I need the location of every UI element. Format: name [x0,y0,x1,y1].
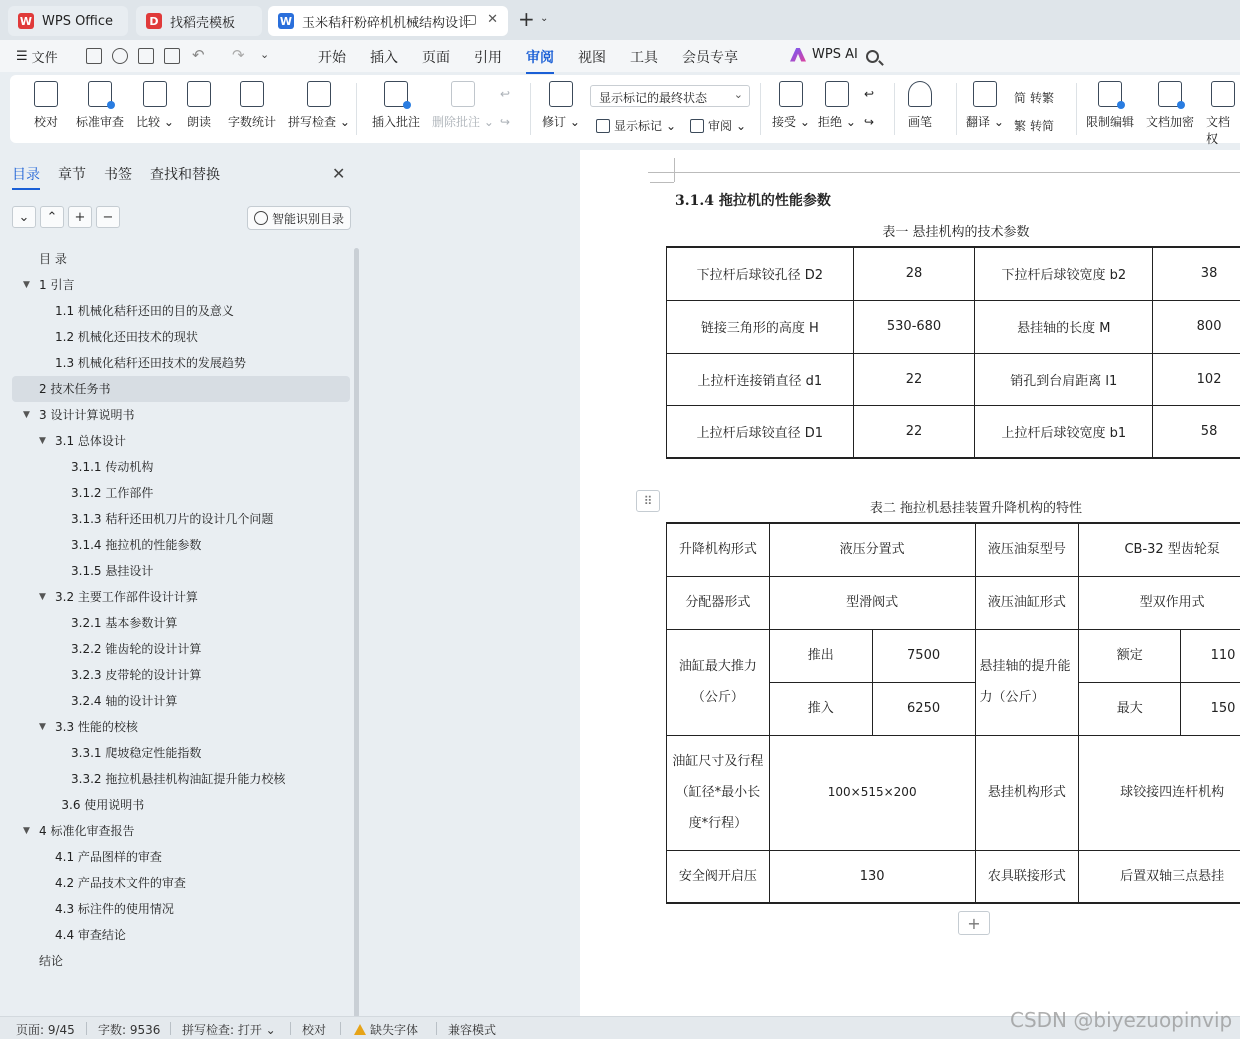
standard-review-icon [88,81,112,107]
smart-toc-button[interactable] [247,206,351,230]
pen-label: 画笔 [908,115,933,129]
table-cell[interactable]: 22 [853,353,975,405]
toc-item[interactable] [12,298,350,324]
proofread-button[interactable] [34,81,58,130]
table-cell[interactable]: 悬挂机构形式 [975,735,1079,850]
word-count-button[interactable] [228,81,276,130]
toc-item-label: 3.1.5 悬挂设计 [71,564,154,578]
accept-icon [779,81,803,107]
print-icon[interactable] [138,48,154,64]
table-cell[interactable]: 22 [853,405,975,458]
chevron-down-icon[interactable]: ⌄ [540,13,549,24]
divider [1076,83,1077,135]
chevron-down-icon: ⌄ [733,88,743,101]
revise-icon [549,81,573,107]
toc-item[interactable] [12,506,350,532]
compat-mode-status: 兼容模式 [448,1023,497,1037]
table-cell[interactable]: 悬挂轴的提升能力（公斤） [975,629,1079,735]
tab-find-replace[interactable]: 查找和替换 [150,167,220,183]
menu-member[interactable]: 会员专享 [682,50,738,66]
wps-ai-label: WPS AI [812,47,858,62]
toc-item[interactable] [12,948,350,974]
navigation-pane [0,150,362,1016]
table-cell[interactable]: 530-680 [853,300,975,353]
toc-scrollbar[interactable] [354,248,359,1018]
divider [760,83,761,135]
read-aloud-icon [187,81,211,107]
table-cell[interactable]: CB-32 型齿轮泵 [1079,523,1240,576]
markup-state-value: 显示标记的最终状态 [599,91,708,105]
to-simplified-button[interactable] [1014,117,1054,134]
tab-bookmarks[interactable]: 书签 [104,167,132,183]
table-cell[interactable]: 分配器形式 [667,576,770,629]
add-row-button[interactable]: + [958,911,990,935]
accept-label: 接受 ⌄ [772,115,810,129]
save-icon[interactable] [86,48,102,64]
toc-item[interactable] [12,480,350,506]
read-aloud-button[interactable] [187,81,211,130]
proof-status[interactable]: 校对 [302,1023,327,1037]
nav-tabs [12,164,220,184]
menu-references[interactable]: 引用 [474,50,502,66]
prev-change-icon[interactable]: ↩ [864,87,875,101]
table-cell[interactable]: 110 [1181,629,1240,682]
table-hitch-params [666,246,1240,459]
table1-caption: 表一 悬挂机构的技术参数 [882,225,1030,240]
share-icon[interactable] [112,48,128,64]
read-aloud-label: 朗读 [187,115,212,129]
toc-item-label: 结论 [39,954,64,968]
table-row [667,353,1240,405]
menu-insert[interactable]: 插入 [370,50,398,66]
spell-check-button[interactable] [288,81,350,130]
toc-item[interactable] [12,740,350,766]
spell-check-label: 拼写检查 ⌄ [288,115,350,129]
table-row [667,576,1240,629]
wps-ai-button[interactable] [790,47,858,62]
tab-label: 找稻壳模板 [170,15,236,31]
divider [530,83,531,135]
toc-item-label: 2 技术任务书 [39,382,111,396]
toc-item[interactable] [12,324,350,350]
page-indicator[interactable]: 页面: 9/45 [16,1023,75,1037]
table-row [667,850,1240,903]
toc-item-label: 3.1.1 传动机构 [71,460,154,474]
table-cell[interactable]: 28 [853,247,975,300]
toc-item-label: 3.3.2 拖拉机悬挂机构油缸提升能力校核 [71,772,286,786]
reject-button[interactable] [818,81,856,130]
section-heading: 3.1.4 拖拉机的性能参数 [675,193,831,209]
table-cell[interactable]: 下拉杆后球铰宽度 b2 [975,247,1153,300]
hamburger-icon: ☰ [16,49,28,64]
word-count-label: 字数统计 [228,115,277,129]
caret-down-icon[interactable]: ▼ [23,280,30,290]
caret-down-icon[interactable]: ▼ [39,436,46,446]
table-cell[interactable]: 下拉杆后球铰孔径 D2 [667,247,854,300]
divider [170,1022,171,1035]
reject-icon [825,81,849,107]
review-ribbon [10,75,1240,146]
writer-doc-icon: W [279,14,293,28]
table-cell[interactable]: 最大 [1079,682,1181,735]
wps-ai-icon [790,48,806,62]
caret-down-icon[interactable]: ▼ [39,722,46,732]
table-cell[interactable]: 型滑阀式 [769,576,975,629]
review-pane-icon [690,119,704,133]
toc-item[interactable] [12,922,350,948]
table-cell[interactable]: 7500 [872,629,975,682]
table-cell[interactable]: 后置双轴三点悬挂 [1079,850,1240,903]
toc-item[interactable] [12,792,350,818]
menu-tools[interactable]: 工具 [630,50,658,66]
toc-item-label: 4.3 标注件的使用情况 [55,902,174,916]
menu-page[interactable]: 页面 [422,50,450,66]
document-page[interactable] [580,150,1240,1016]
doc-rights-button[interactable] [1206,81,1240,147]
print-preview-icon[interactable] [164,48,180,64]
tab-toc[interactable]: 目录 [12,164,40,184]
file-menu-button[interactable] [16,47,58,66]
tab-label: 玉米秸秆粉碎机机械结构设计 [302,15,472,31]
table-cell[interactable]: 液压分置式 [769,523,975,576]
table-cell[interactable]: 38 [1153,247,1240,300]
toc-item[interactable] [12,376,350,402]
traditional-icon: 简 [1014,91,1027,105]
to-simplified-label: 转简 [1030,119,1055,133]
to-traditional-label: 转繁 [1030,91,1055,105]
smart-toc-label: 智能识别目录 [271,211,344,226]
encrypt-icon [1158,81,1182,107]
table-cell[interactable]: 球铰接四连杆机构 [1079,735,1240,850]
toc-item[interactable] [12,246,350,272]
divider [290,1022,291,1035]
delete-comment-label: 删除批注 ⌄ [432,115,494,129]
translate-icon [973,81,997,107]
comment-delete-icon [451,81,475,107]
table-row [667,247,1240,300]
table-row [667,405,1240,458]
chevron-down-icon[interactable]: ⌄ [260,48,270,61]
compare-label: 比较 ⌄ [136,115,174,129]
add-heading-button[interactable]: + [68,206,92,228]
toc-item[interactable] [12,610,350,636]
comment-add-icon [384,81,408,107]
toc-item[interactable] [12,844,350,870]
toc-item-label: 3.2.4 轴的设计计算 [71,694,178,708]
toc-item-label: 4.1 产品图样的审查 [55,850,162,864]
close-icon[interactable]: ✕ [332,164,346,183]
toc-item-label: 4.2 产品技术文件的审查 [55,876,186,890]
toc-item[interactable] [12,454,350,480]
compare-button[interactable] [136,81,174,130]
menu-review[interactable]: 审阅 [514,47,566,69]
table-cell[interactable]: 升降机构形式 [667,523,770,576]
toc-item-label: 目 录 [39,252,67,266]
tab-label: WPS Office [42,13,114,29]
tab-wps-office[interactable] [8,6,128,36]
table-row [667,300,1240,353]
crop-mark [674,158,675,182]
toc-item-label: 4.4 审查结论 [55,928,126,942]
toc-item[interactable] [12,402,350,428]
wps-logo-icon: W [19,14,33,28]
pen-icon [908,81,932,107]
markup-state-select[interactable] [590,85,750,107]
insert-comment-label: 插入批注 [372,115,421,129]
table-cell[interactable]: 58 [1153,405,1240,458]
table-cell[interactable]: 100×515×200 [769,735,975,850]
redo-icon[interactable]: ↷ [232,46,245,64]
toc-item-label: 3 设计计算说明书 [39,408,135,422]
revise-button[interactable] [542,81,580,130]
revise-label: 修订 ⌄ [542,115,580,129]
doc-rights-icon [1211,81,1235,107]
header-line [648,172,1240,173]
divider [86,1022,87,1035]
toc-item-label: 3.3.1 爬坡稳定性能指数 [71,746,202,760]
toc-item[interactable] [12,818,350,844]
tab-current-document[interactable] [268,6,508,36]
table-cell[interactable]: 悬挂轴的长度 M [975,300,1153,353]
table-cell[interactable]: 6250 [872,682,975,735]
toc-item-label: 3.2.1 基本参数计算 [71,616,178,630]
toc-item-label: 3.2.2 锥齿轮的设计计算 [71,642,202,656]
toc-item[interactable] [12,714,350,740]
show-markup-label: 显示标记 [614,119,663,133]
table-cell[interactable]: 农具联接形式 [975,850,1079,903]
toc-item-label: 3.1.2 工作部件 [71,486,154,500]
review-pane-button[interactable]: 审阅 ⌄ [690,117,746,134]
proofread-label: 校对 [34,115,59,129]
table-cell[interactable]: 上拉杆连接销直径 d1 [667,353,854,405]
smart-recognize-icon [254,211,268,225]
missing-font-status[interactable]: 缺失字体 [354,1021,418,1038]
docer-icon: D [146,13,162,29]
table-cell[interactable]: 液压油缸形式 [975,576,1079,629]
spell-check-status[interactable]: 拼写检查: 打开 ⌄ [182,1023,276,1037]
toc-item-label: 3.1 总体设计 [55,434,126,448]
table-cell[interactable]: 推出 [769,629,872,682]
table-row [667,735,1240,850]
word-count-indicator[interactable]: 字数: 9536 [98,1023,161,1037]
tab-chapters[interactable]: 章节 [58,167,86,183]
next-change-icon[interactable]: ↪ [864,115,875,129]
table-cell[interactable]: 油缸尺寸及行程（缸径*最小长度*行程） [667,735,770,850]
search-icon[interactable] [866,50,879,63]
toc-item-label: 1.3 机械化秸秆还田技术的发展趋势 [55,356,246,370]
toc-item[interactable] [12,532,350,558]
proofread-icon [34,81,58,107]
toc-item-label: 3.2.3 皮带轮的设计计算 [71,668,202,682]
toc-item[interactable] [12,428,350,454]
translate-button[interactable] [966,81,1004,130]
table-move-handle[interactable]: ⠿ [636,490,660,512]
table-row [667,523,1240,576]
divider [356,83,357,135]
review-pane-label: 审阅 [708,119,733,133]
accept-button[interactable] [772,81,810,130]
restrict-edit-icon [1098,81,1122,107]
restrict-edit-label: 限制编辑 [1086,115,1135,129]
table-cell[interactable]: 800 [1153,300,1240,353]
divider [956,83,957,135]
caret-down-icon[interactable]: ▼ [39,592,46,602]
encrypt-doc-button[interactable] [1146,81,1194,130]
toc-item[interactable] [12,896,350,922]
close-tab-icon[interactable]: ✕ [487,12,498,27]
toc-item-label: 3.1.4 拖拉机的性能参数 [71,538,202,552]
toc-list [12,246,350,974]
title-tab-bar [0,0,1240,40]
window-icon[interactable] [464,15,476,25]
table-lift-mechanism [666,522,1240,904]
show-markup-button[interactable]: 显示标记 ⌄ [596,117,676,134]
toc-item-label: 3.1.3 秸秆还田机刀片的设计几个问题 [71,512,274,526]
toc-item[interactable] [12,584,350,610]
table-row [667,629,1240,682]
table-cell[interactable]: 油缸最大推力（公斤） [667,629,770,735]
caret-down-icon[interactable]: ▼ [23,410,30,420]
table2-caption: 表二 拖拉机悬挂装置升降机构的特性 [869,501,1083,516]
table-cell[interactable]: 型双作用式 [1079,576,1240,629]
toc-item-label: 3.3 性能的校核 [55,720,138,734]
pen-button[interactable] [908,81,932,130]
table-cell[interactable]: 上拉杆后球铰宽度 b1 [975,405,1153,458]
menu-view[interactable]: 视图 [578,50,606,66]
table-cell[interactable]: 液压油泵型号 [975,523,1079,576]
toc-item-label: 3.2 主要工作部件设计计算 [55,590,198,604]
warning-icon [354,1024,366,1035]
toc-item[interactable] [12,558,350,584]
caret-down-icon[interactable]: ▼ [23,826,30,836]
toc-item-label: 3.6 使用说明书 [61,798,145,812]
table-cell[interactable]: 130 [769,850,975,903]
toc-item-label: 1.1 机械化秸秆还田的目的及意义 [55,304,234,318]
toc-item[interactable] [12,636,350,662]
toc-item-label: 1 引言 [39,278,75,292]
table-cell[interactable]: 上拉杆后球铰直径 D1 [667,405,854,458]
doc-rights-label: 文档权 [1206,115,1231,146]
menu-bar [0,40,1240,72]
word-count-icon [240,81,264,107]
table-cell[interactable]: 额定 [1079,629,1181,682]
file-menu-label: 文件 [31,51,58,66]
divider [894,83,895,135]
prev-comment-icon[interactable]: ↩ [500,87,511,101]
divider [340,1022,341,1035]
compare-icon [143,81,167,107]
toc-item[interactable] [12,870,350,896]
remove-heading-button[interactable]: − [96,206,120,228]
divider [436,1022,437,1035]
next-comment-icon[interactable]: ↪ [500,115,511,129]
new-tab-button[interactable]: + [518,7,535,31]
simplified-icon: 繁 [1014,119,1027,133]
toc-item[interactable] [12,272,350,298]
table-cell[interactable]: 102 [1153,353,1240,405]
table-cell[interactable]: 150 [1181,682,1240,735]
toc-item[interactable] [12,688,350,714]
show-markup-icon [596,119,610,133]
table-cell[interactable]: 销孔到台肩距离 l1 [975,353,1153,405]
toc-item-label: 1.2 机械化还田技术的现状 [55,330,198,344]
tab-docer-templates[interactable] [136,6,262,36]
restrict-edit-button[interactable] [1086,81,1134,130]
main-menu [306,47,750,69]
insert-comment-button[interactable] [372,81,420,130]
reject-label: 拒绝 ⌄ [818,115,856,129]
toc-item-label: 4 标准化审查报告 [39,824,135,838]
table-cell[interactable]: 链接三角形的高度 H [667,300,854,353]
toc-item[interactable] [12,662,350,688]
to-traditional-button[interactable] [1014,89,1054,106]
spell-check-icon [307,81,331,107]
delete-comment-button[interactable] [432,81,494,130]
standard-review-label: 标准审查 [76,115,125,129]
encrypt-doc-label: 文档加密 [1146,115,1195,129]
expand-all-button[interactable]: ⌄ [12,206,36,228]
crop-mark [650,182,674,183]
undo-icon[interactable]: ↶ [192,46,205,64]
collapse-all-button[interactable]: ⌃ [40,206,64,228]
translate-label: 翻译 ⌄ [966,115,1004,129]
toc-item[interactable] [12,350,350,376]
toc-item[interactable] [12,766,350,792]
menu-start[interactable]: 开始 [318,50,346,66]
standard-review-button[interactable] [76,81,124,130]
table-cell[interactable]: 安全阀开启压 [667,850,770,903]
table-cell[interactable]: 推入 [769,682,872,735]
watermark: CSDN @biyezuopinvip [1010,1008,1233,1032]
